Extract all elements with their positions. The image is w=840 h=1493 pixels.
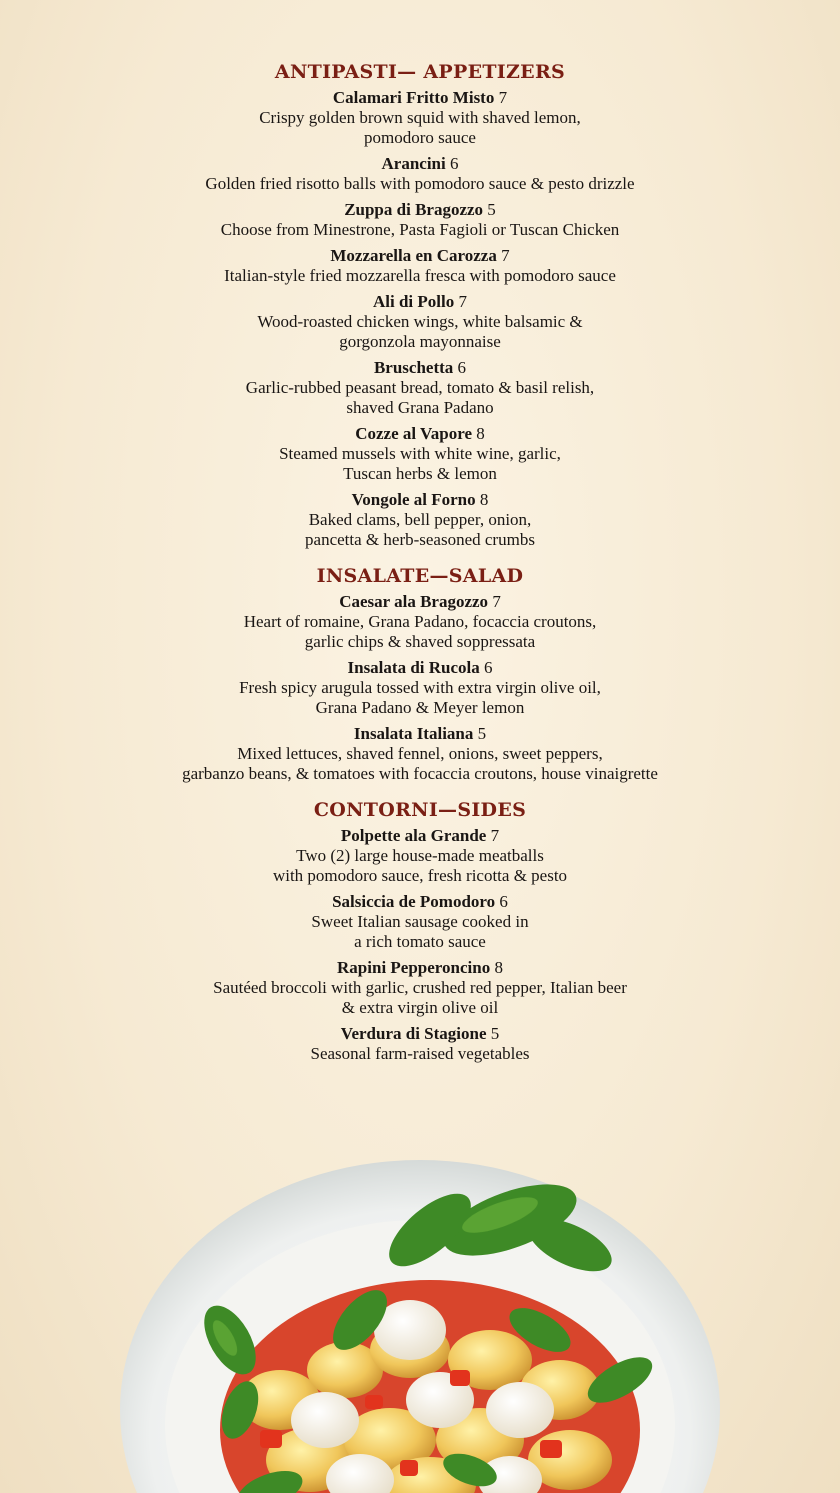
menu-item-heading <box>0 200 840 220</box>
menu-section <box>0 562 840 784</box>
menu-item-name: Rapini Pepperoncino <box>337 958 491 977</box>
menu-item-heading <box>0 826 840 846</box>
menu-item-price: 6 <box>449 154 459 173</box>
menu-item-description: Crispy golden brown squid with shaved lemon, pomodoro sauce <box>259 108 581 147</box>
menu-item-price: 7 <box>492 592 501 611</box>
menu-item-description: Seasonal farm-raised vegetables <box>310 1044 530 1063</box>
menu-item-heading <box>0 892 840 912</box>
menu-item-heading <box>0 358 840 378</box>
section-title: ANTIPASTI— APPETIZERS <box>274 61 566 83</box>
menu-item <box>0 246 840 286</box>
menu-item-name: Mozzarella en Carozza <box>330 246 497 265</box>
menu-item-description: Heart of romaine, Grana Padano, focaccia croutons, garlic chips & shaved soppressata <box>243 612 597 651</box>
menu-item-heading <box>0 658 840 678</box>
menu-item-heading <box>0 292 840 312</box>
menu-item-price: 7 <box>498 88 508 107</box>
menu-item-description: Baked clams, bell pepper, onion, pancetta & herb-seasoned crumbs <box>305 510 535 549</box>
menu-section <box>0 58 840 550</box>
menu-item-description: Sautéed broccoli with garlic, crushed red pepper, Italian beer & extra virgin olive oil <box>213 978 627 1017</box>
section-title: INSALATE—SALAD <box>316 565 524 587</box>
menu-item-heading <box>0 958 840 978</box>
menu-item-description: Steamed mussels with white wine, garlic, Tuscan herbs & lemon <box>279 444 561 483</box>
menu-item-price: 6 <box>499 892 508 911</box>
menu-item-price: 8 <box>494 958 503 977</box>
menu-item <box>0 658 840 718</box>
menu-item-heading <box>0 88 840 108</box>
menu-item <box>0 424 840 484</box>
menu-item-description: Italian-style fried mozzarella fresca with pomodoro sauce <box>224 266 616 285</box>
menu-item-name: Insalata Italiana <box>353 724 474 743</box>
menu-item-name: Ali di Pollo <box>373 292 455 311</box>
menu-item <box>0 724 840 784</box>
menu-item-heading <box>0 424 840 444</box>
menu-item-price: 8 <box>479 490 489 509</box>
menu-item <box>0 892 840 952</box>
menu-item-price: 7 <box>490 826 500 845</box>
menu-item-description: Mixed lettuces, shaved fennel, onions, sweet peppers, garbanzo beans, & tomatoes with focaccia croutons, house vinaigrette <box>182 744 658 783</box>
menu-item-price: 7 <box>458 292 467 311</box>
menu-item-heading <box>0 490 840 510</box>
menu-item <box>0 826 840 886</box>
menu-item-name: Vongole al Forno <box>351 490 476 509</box>
menu-item-heading <box>0 154 840 174</box>
menu-item-heading <box>0 246 840 266</box>
menu-item-name: Salsiccia de Pomodoro <box>332 892 496 911</box>
menu-item-price: 7 <box>501 246 510 265</box>
menu-item-price: 6 <box>484 658 493 677</box>
menu-item-description: Garlic-rubbed peasant bread, tomato & basil relish, shaved Grana Padano <box>245 378 595 417</box>
menu-item-name: Bruschetta <box>373 358 454 377</box>
menu-item-description: Golden fried risotto balls with pomodoro sauce & pesto drizzle <box>205 174 635 193</box>
menu-item-name: Cozze al Vapore <box>355 424 473 443</box>
menu-item <box>0 358 840 418</box>
menu-item-description: Two (2) large house-made meatballs with pomodoro sauce, fresh ricotta & pesto <box>272 846 568 885</box>
menu-item-name: Calamari Fritto Misto <box>332 88 495 107</box>
menu-item <box>0 490 840 550</box>
menu-item-name: Insalata di Rucola <box>347 658 480 677</box>
menu-item <box>0 1024 840 1064</box>
gnocchi-dish-photo <box>110 1160 730 1493</box>
menu-section <box>0 796 840 1064</box>
menu-item-name: Arancini <box>381 154 446 173</box>
menu-item <box>0 592 840 652</box>
menu-item-description: Fresh spicy arugula tossed with extra virgin olive oil, Grana Padano & Meyer lemon <box>239 678 601 717</box>
menu-item-price: 5 <box>477 724 487 743</box>
menu-item <box>0 88 840 148</box>
menu <box>0 58 840 1076</box>
menu-item-description: Choose from Minestrone, Pasta Fagioli or Tuscan Chicken <box>220 220 620 239</box>
menu-item-heading <box>0 1024 840 1044</box>
menu-item <box>0 200 840 240</box>
menu-item-heading <box>0 724 840 744</box>
menu-item <box>0 154 840 194</box>
menu-item-price: 8 <box>476 424 485 443</box>
menu-item-name: Verdura di Stagione <box>340 1024 487 1043</box>
menu-item-price: 6 <box>457 358 467 377</box>
menu-item-description: Wood-roasted chicken wings, white balsamic & gorgonzola mayonnaise <box>257 312 583 351</box>
menu-item-name: Caesar ala Bragozzo <box>339 592 489 611</box>
menu-item-price: 5 <box>490 1024 500 1043</box>
menu-item-name: Polpette ala Grande <box>340 826 487 845</box>
menu-item-price: 5 <box>487 200 496 219</box>
menu-item-description: Sweet Italian sausage cooked in a rich tomato sauce <box>311 912 529 951</box>
menu-item-name: Zuppa di Bragozzo <box>344 200 484 219</box>
menu-item <box>0 958 840 1018</box>
section-title: CONTORNI—SIDES <box>313 799 527 821</box>
menu-item <box>0 292 840 352</box>
menu-item-heading <box>0 592 840 612</box>
